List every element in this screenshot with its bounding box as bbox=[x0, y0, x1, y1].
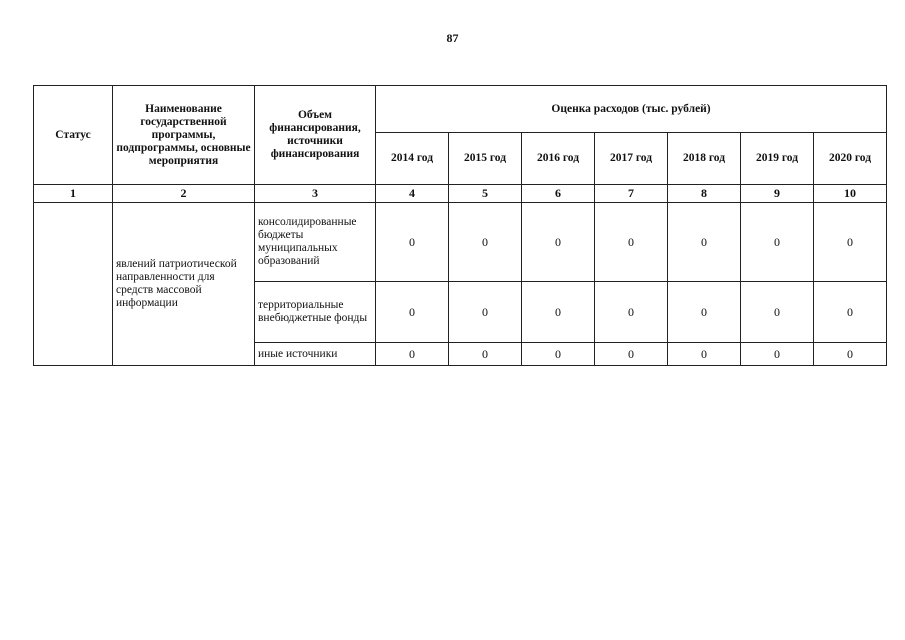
header-funding: Объем финансирования, источники финансирования bbox=[255, 86, 376, 185]
value-cell: 0 bbox=[668, 203, 741, 282]
value-cell: 0 bbox=[376, 282, 449, 343]
value-cell: 0 bbox=[814, 343, 887, 366]
funding-source-cell: территориальные внебюджетные фонды bbox=[255, 282, 376, 343]
column-number: 2 bbox=[113, 185, 255, 203]
value-cell: 0 bbox=[668, 343, 741, 366]
value-cell: 0 bbox=[595, 343, 668, 366]
status-cell bbox=[34, 203, 113, 366]
value-cell: 0 bbox=[449, 203, 522, 282]
value-cell: 0 bbox=[522, 343, 595, 366]
column-number: 10 bbox=[814, 185, 887, 203]
value-cell: 0 bbox=[741, 282, 814, 343]
value-cell: 0 bbox=[741, 203, 814, 282]
value-cell: 0 bbox=[595, 203, 668, 282]
value-cell: 0 bbox=[741, 343, 814, 366]
header-expenses: Оценка расходов (тыс. рублей) bbox=[376, 86, 887, 133]
column-number: 8 bbox=[668, 185, 741, 203]
value-cell: 0 bbox=[449, 343, 522, 366]
page-number: 87 bbox=[446, 31, 459, 45]
column-number: 7 bbox=[595, 185, 668, 203]
table-row bbox=[34, 203, 887, 282]
budget-table bbox=[33, 85, 887, 366]
program-name-cell: явлений патриотической направленности для средств массовой информации bbox=[113, 203, 255, 366]
value-cell: 0 bbox=[522, 282, 595, 343]
header-year: 2020 год bbox=[814, 133, 887, 185]
funding-source-cell: консолидированные бюджеты муниципальных образований bbox=[255, 203, 376, 282]
header-year: 2016 год bbox=[522, 133, 595, 185]
header-year: 2017 год bbox=[595, 133, 668, 185]
header-year: 2019 год bbox=[741, 133, 814, 185]
funding-source-cell: иные источники bbox=[255, 343, 376, 366]
value-cell: 0 bbox=[522, 203, 595, 282]
column-number-row bbox=[34, 185, 887, 203]
column-number: 9 bbox=[741, 185, 814, 203]
header-year: 2015 год bbox=[449, 133, 522, 185]
column-number: 1 bbox=[34, 185, 113, 203]
column-number: 4 bbox=[376, 185, 449, 203]
header-program-name: Наименование государственной программы, подпрограммы, основные мероприятия bbox=[113, 86, 255, 185]
value-cell: 0 bbox=[668, 282, 741, 343]
column-number: 6 bbox=[522, 185, 595, 203]
value-cell: 0 bbox=[814, 282, 887, 343]
value-cell: 0 bbox=[814, 203, 887, 282]
value-cell: 0 bbox=[376, 203, 449, 282]
header-year: 2018 год bbox=[668, 133, 741, 185]
header-status: Статус bbox=[34, 86, 113, 185]
column-number: 3 bbox=[255, 185, 376, 203]
column-number: 5 bbox=[449, 185, 522, 203]
value-cell: 0 bbox=[376, 343, 449, 366]
header-year: 2014 год bbox=[376, 133, 449, 185]
value-cell: 0 bbox=[449, 282, 522, 343]
value-cell: 0 bbox=[595, 282, 668, 343]
